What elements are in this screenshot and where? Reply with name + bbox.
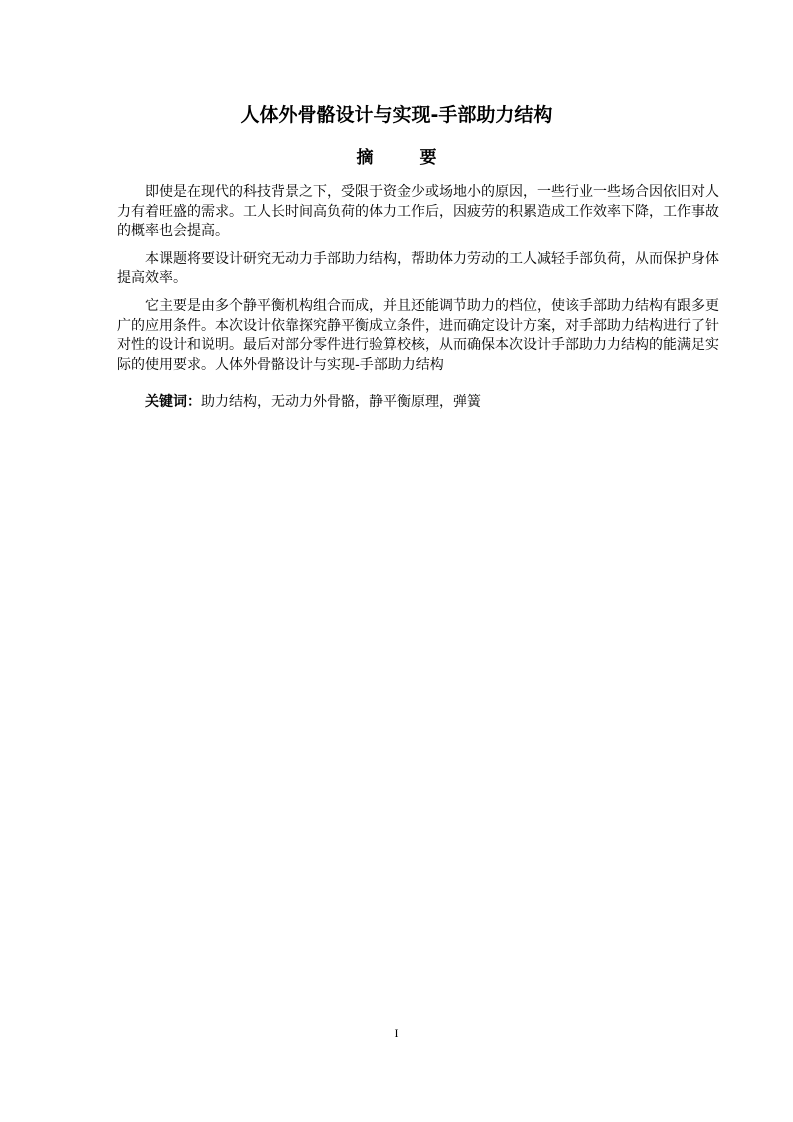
page-number: I [394,1026,399,1040]
abstract-paragraph-3: 它主要是由多个静平衡机构组合而成，并且还能调节助力的档位，使该手部助力结构有跟多更广的应用条件。本次设计依靠探究静平衡成立条件，进而确定设计方案，对手部助力结构进行了针对性的设计和说明。最后对部分零件进行验算校核，从而确保本次设计手部助力力结构的能满足实际的使用要求。人体外骨骼设计与实现-手部助力结构 [117,297,719,373]
abstract-paragraph-2: 本课题将要设计研究无动力手部助力结构，帮助体力劳动的工人减轻手部负荷，从而保护身体提高效率。 [117,250,719,287]
abstract-heading: 摘 要 [356,148,457,168]
keywords-text: 助力结构，无动力外骨骼，静平衡原理，弹簧 [201,394,481,411]
abstract-body [117,183,719,413]
document-title: 人体外骨骼设计与实现-手部助力结构 [240,104,553,126]
keywords-label: 关键词： [145,394,201,411]
abstract-paragraph-1: 即使是在现代的科技背景之下，受限于资金少或场地小的原因，一些行业一些场合因依旧对人力有着旺盛的需求。工人长时间高负荷的体力工作后，因疲劳的积累造成工作效率下降，工作事故的概率也会提高。 [117,184,719,240]
keywords-line [117,393,719,413]
